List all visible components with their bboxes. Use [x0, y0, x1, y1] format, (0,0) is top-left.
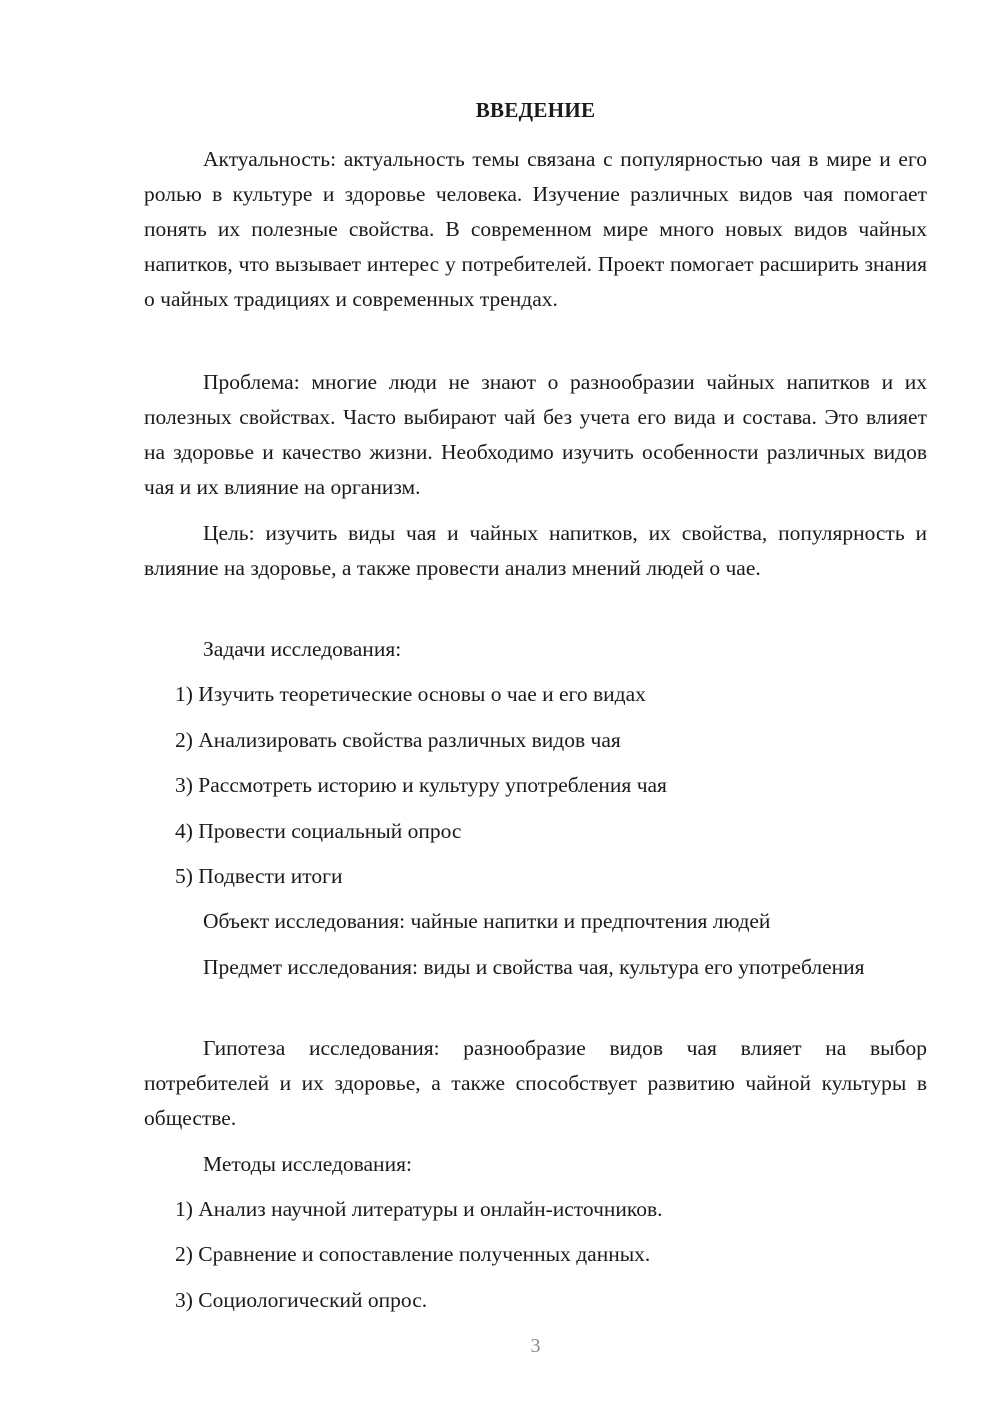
section-heading: ВВЕДЕНИЕ	[475, 98, 596, 122]
paragraph-problem: Проблема: многие люди не знают о разнообразии чайных напитков и их полезных свойствах. Часто выбирают чай без учета его вида и состава. Это влияет на здоровье и качество жизни. Необходимо изучить особенности различных видов чая и их влияние на организм.	[144, 370, 927, 499]
method-item: 3) Социологический опрос.	[175, 1288, 428, 1312]
paragraph-hypothesis: Гипотеза исследования: разнообразие видов чая влияет на выбор потребителей и их здоровье, а также способствует развитию чайной культуры в обществе.	[144, 1036, 927, 1130]
paragraph-object: Объект исследования: чайные напитки и предпочтения людей	[203, 909, 771, 933]
task-item: 1) Изучить теоретические основы о чае и его видах	[175, 682, 646, 706]
page-number: 3	[530, 1335, 541, 1357]
task-item: 2) Анализировать свойства различных видов чая	[175, 728, 621, 752]
methods-title: Методы исследования:	[203, 1152, 412, 1176]
paragraph-actuality: Актуальность: актуальность темы связана с популярностью чая в мире и его ролью в культуре и здоровье человека. Изучение различных видов чая помогает понять их полезные свойства. В современном мире много новых видов чайных напитков, что вызывает интерес у потребителей. Проект помогает расширить знания о чайных традициях и современных трендах.	[144, 147, 927, 311]
tasks-title: Задачи исследования:	[203, 637, 402, 661]
method-item: 1) Анализ научной литературы и онлайн-источников.	[175, 1197, 663, 1221]
paragraph-subject: Предмет исследования: виды и свойства чая, культура его употребления	[203, 955, 865, 979]
task-item: 5) Подвести итоги	[175, 864, 343, 888]
paragraph-goal: Цель: изучить виды чая и чайных напитков, их свойства, популярность и влияние на здоровье, а также провести анализ мнений людей о чае.	[144, 521, 927, 580]
method-item: 2) Сравнение и сопоставление полученных данных.	[175, 1242, 651, 1266]
task-item: 4) Провести социальный опрос	[175, 819, 462, 843]
document-page	[144, 0, 927, 1414]
task-item: 3) Рассмотреть историю и культуру употребления чая	[175, 773, 667, 797]
